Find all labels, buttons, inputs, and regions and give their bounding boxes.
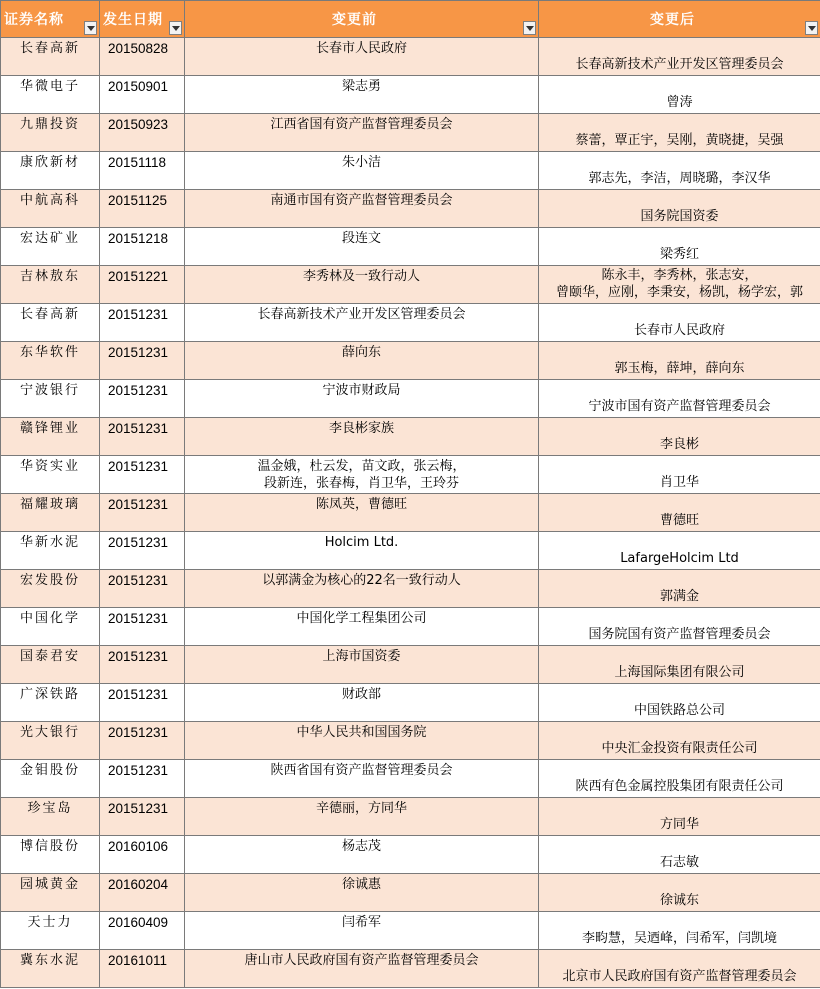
- cell-after[interactable]: 北京市人民政府国有资产监督管理委员会: [539, 950, 820, 988]
- cell-security-name[interactable]: 长春高新: [1, 304, 100, 342]
- cell-date[interactable]: 20150828: [100, 38, 185, 76]
- cell-date[interactable]: 20160409: [100, 912, 185, 950]
- table-row: [1, 912, 820, 950]
- header-security-name: [1, 1, 100, 38]
- cell-after[interactable]: 蔡蕾，覃正宇，吴刚，黄晓捷，吴强: [539, 114, 820, 152]
- cell-after[interactable]: 陕西有色金属控股集团有限责任公司: [539, 760, 820, 798]
- cell-before[interactable]: 上海市国资委: [185, 646, 539, 684]
- cell-date[interactable]: 20151231: [100, 570, 185, 608]
- cell-date[interactable]: 20151231: [100, 494, 185, 532]
- cell-date[interactable]: 20151125: [100, 190, 185, 228]
- cell-after[interactable]: 上海国际集团有限公司: [539, 646, 820, 684]
- cell-date[interactable]: 20151231: [100, 304, 185, 342]
- header-after: [539, 1, 820, 38]
- cell-security-name[interactable]: 赣锋锂业: [1, 418, 100, 456]
- cell-before[interactable]: 长春高新技术产业开发区管理委员会: [185, 304, 539, 342]
- cell-before[interactable]: 中华人民共和国国务院: [185, 722, 539, 760]
- cell-date[interactable]: 20160106: [100, 836, 185, 874]
- cell-security-name[interactable]: 华新水泥: [1, 532, 100, 570]
- cell-after[interactable]: 李畇慧，吴迺峰，闫希军，闫凯境: [539, 912, 820, 950]
- table-row: [1, 760, 820, 798]
- table-row: [1, 76, 820, 114]
- table-row: [1, 38, 820, 76]
- table-row: [1, 950, 820, 988]
- cell-after[interactable]: 郭满金: [539, 570, 820, 608]
- cell-before[interactable]: 闫希军: [185, 912, 539, 950]
- header-date-label: 发生日期: [103, 12, 163, 28]
- cell-after[interactable]: 中央汇金投资有限责任公司: [539, 722, 820, 760]
- cell-after[interactable]: 长春市人民政府: [539, 304, 820, 342]
- cell-before[interactable]: 唐山市人民政府国有资产监督管理委员会: [185, 950, 539, 988]
- cell-security-name[interactable]: 园城黄金: [1, 874, 100, 912]
- cell-before[interactable]: 薛向东: [185, 342, 539, 380]
- cell-security-name[interactable]: 吉林敖东: [1, 266, 100, 304]
- cell-before[interactable]: 以郭满金为核心的22名一致行动人: [185, 570, 539, 608]
- cell-after[interactable]: 长春高新技术产业开发区管理委员会: [539, 38, 820, 76]
- cell-date[interactable]: 20151118: [100, 152, 185, 190]
- cell-date[interactable]: 20150923: [100, 114, 185, 152]
- cell-security-name[interactable]: 广深铁路: [1, 684, 100, 722]
- cell-security-name[interactable]: 天士力: [1, 912, 100, 950]
- cell-after[interactable]: 宁波市国有资产监督管理委员会: [539, 380, 820, 418]
- cell-after[interactable]: 中国铁路总公司: [539, 684, 820, 722]
- cell-before[interactable]: 陕西省国有资产监督管理委员会: [185, 760, 539, 798]
- cell-date[interactable]: 20151231: [100, 380, 185, 418]
- cell-before[interactable]: 江西省国有资产监督管理委员会: [185, 114, 539, 152]
- cell-security-name[interactable]: 华资实业: [1, 456, 100, 494]
- cell-after[interactable]: 郭玉梅，薛坤，薛向东: [539, 342, 820, 380]
- cell-before[interactable]: 李秀林及一致行动人: [185, 266, 539, 304]
- cell-after[interactable]: 肖卫华: [539, 456, 820, 494]
- table-row: [1, 342, 820, 380]
- header-row: [1, 1, 820, 38]
- cell-after[interactable]: LafargeHolcim Ltd: [539, 532, 820, 570]
- cell-after[interactable]: 方同华: [539, 798, 820, 836]
- cell-after[interactable]: 陈永丰，李秀林，张志安， 曾颐华，应刚，李秉安，杨凯，杨学宏，郭: [539, 266, 820, 304]
- table-row: [1, 874, 820, 912]
- cell-before[interactable]: 段连文: [185, 228, 539, 266]
- cell-after[interactable]: 国务院国有资产监督管理委员会: [539, 608, 820, 646]
- cell-date[interactable]: 20151231: [100, 456, 185, 494]
- cell-security-name[interactable]: 金钼股份: [1, 760, 100, 798]
- header-date: [100, 1, 185, 38]
- cell-date[interactable]: 20151231: [100, 418, 185, 456]
- cell-security-name[interactable]: 中国化学: [1, 608, 100, 646]
- cell-before[interactable]: 南通市国有资产监督管理委员会: [185, 190, 539, 228]
- cell-date[interactable]: 20150901: [100, 76, 185, 114]
- filter-dropdown-icon[interactable]: [805, 21, 818, 35]
- cell-date[interactable]: 20160204: [100, 874, 185, 912]
- cell-before[interactable]: 温金娥，杜云发，苗文政，张云梅， 段新连，张春梅，肖卫华，王玲芬: [185, 456, 539, 494]
- cell-after[interactable]: 曹德旺: [539, 494, 820, 532]
- cell-date[interactable]: 20151231: [100, 684, 185, 722]
- cell-after[interactable]: 国务院国资委: [539, 190, 820, 228]
- filter-dropdown-icon[interactable]: [84, 21, 97, 35]
- cell-before[interactable]: 宁波市财政局: [185, 380, 539, 418]
- cell-security-name[interactable]: 康欣新材: [1, 152, 100, 190]
- cell-date[interactable]: 20151231: [100, 722, 185, 760]
- cell-date[interactable]: 20151231: [100, 342, 185, 380]
- cell-date[interactable]: 20161011: [100, 950, 185, 988]
- table-row: [1, 152, 820, 190]
- cell-date[interactable]: 20151231: [100, 646, 185, 684]
- cell-before[interactable]: 中国化学工程集团公司: [185, 608, 539, 646]
- table-row: [1, 570, 820, 608]
- table-row: [1, 532, 820, 570]
- cell-before[interactable]: Holcim Ltd.: [185, 532, 539, 570]
- header-security-name-label: 证券名称: [4, 12, 64, 28]
- cell-security-name[interactable]: 东华软件: [1, 342, 100, 380]
- cell-after[interactable]: 徐诚东: [539, 874, 820, 912]
- cell-date[interactable]: 20151231: [100, 760, 185, 798]
- cell-security-name[interactable]: 长春高新: [1, 38, 100, 76]
- cell-date[interactable]: 20151221: [100, 266, 185, 304]
- table-row: [1, 190, 820, 228]
- filter-dropdown-icon[interactable]: [523, 21, 536, 35]
- cell-before[interactable]: 长春市人民政府: [185, 38, 539, 76]
- cell-before[interactable]: 徐诚惠: [185, 874, 539, 912]
- cell-before[interactable]: 李良彬家族: [185, 418, 539, 456]
- cell-before[interactable]: 财政部: [185, 684, 539, 722]
- cell-security-name[interactable]: 中航高科: [1, 190, 100, 228]
- cell-after[interactable]: 石志敏: [539, 836, 820, 874]
- table-row: [1, 266, 820, 304]
- cell-after[interactable]: 曾涛: [539, 76, 820, 114]
- cell-security-name[interactable]: 华微电子: [1, 76, 100, 114]
- cell-date[interactable]: 20151231: [100, 532, 185, 570]
- table-row: [1, 608, 820, 646]
- header-before-label: 变更前: [332, 12, 377, 28]
- cell-after[interactable]: 郭志先，李洁，周晓璐，李汉华: [539, 152, 820, 190]
- cell-after[interactable]: 梁秀红: [539, 228, 820, 266]
- table-row: [1, 494, 820, 532]
- cell-security-name[interactable]: 九鼎投资: [1, 114, 100, 152]
- cell-before[interactable]: 辛德丽，方同华: [185, 798, 539, 836]
- cell-security-name[interactable]: 国泰君安: [1, 646, 100, 684]
- table-row: [1, 798, 820, 836]
- filter-dropdown-icon[interactable]: [169, 21, 182, 35]
- cell-security-name[interactable]: 福耀玻璃: [1, 494, 100, 532]
- cell-before[interactable]: 陈凤英，曹德旺: [185, 494, 539, 532]
- table-row: [1, 684, 820, 722]
- cell-before[interactable]: 梁志勇: [185, 76, 539, 114]
- table-row: [1, 836, 820, 874]
- header-before: [185, 1, 539, 38]
- table-body: [1, 38, 820, 988]
- table-row: [1, 114, 820, 152]
- cell-security-name[interactable]: 冀东水泥: [1, 950, 100, 988]
- cell-date[interactable]: 20151218: [100, 228, 185, 266]
- cell-after[interactable]: 李良彬: [539, 418, 820, 456]
- table-row: [1, 380, 820, 418]
- header-after-label: 变更后: [650, 12, 695, 28]
- table-row: [1, 456, 820, 494]
- table-row: [1, 228, 820, 266]
- table-row: [1, 646, 820, 684]
- cell-security-name[interactable]: 博信股份: [1, 836, 100, 874]
- table-row: [1, 418, 820, 456]
- cell-before[interactable]: 杨志茂: [185, 836, 539, 874]
- cell-before[interactable]: 朱小洁: [185, 152, 539, 190]
- table-row: [1, 722, 820, 760]
- cell-date[interactable]: 20151231: [100, 798, 185, 836]
- cell-security-name[interactable]: 宁波银行: [1, 380, 100, 418]
- cell-security-name[interactable]: 光大银行: [1, 722, 100, 760]
- cell-security-name[interactable]: 宏发股份: [1, 570, 100, 608]
- cell-security-name[interactable]: 宏达矿业: [1, 228, 100, 266]
- table-row: [1, 304, 820, 342]
- cell-date[interactable]: 20151231: [100, 608, 185, 646]
- cell-security-name[interactable]: 珍宝岛: [1, 798, 100, 836]
